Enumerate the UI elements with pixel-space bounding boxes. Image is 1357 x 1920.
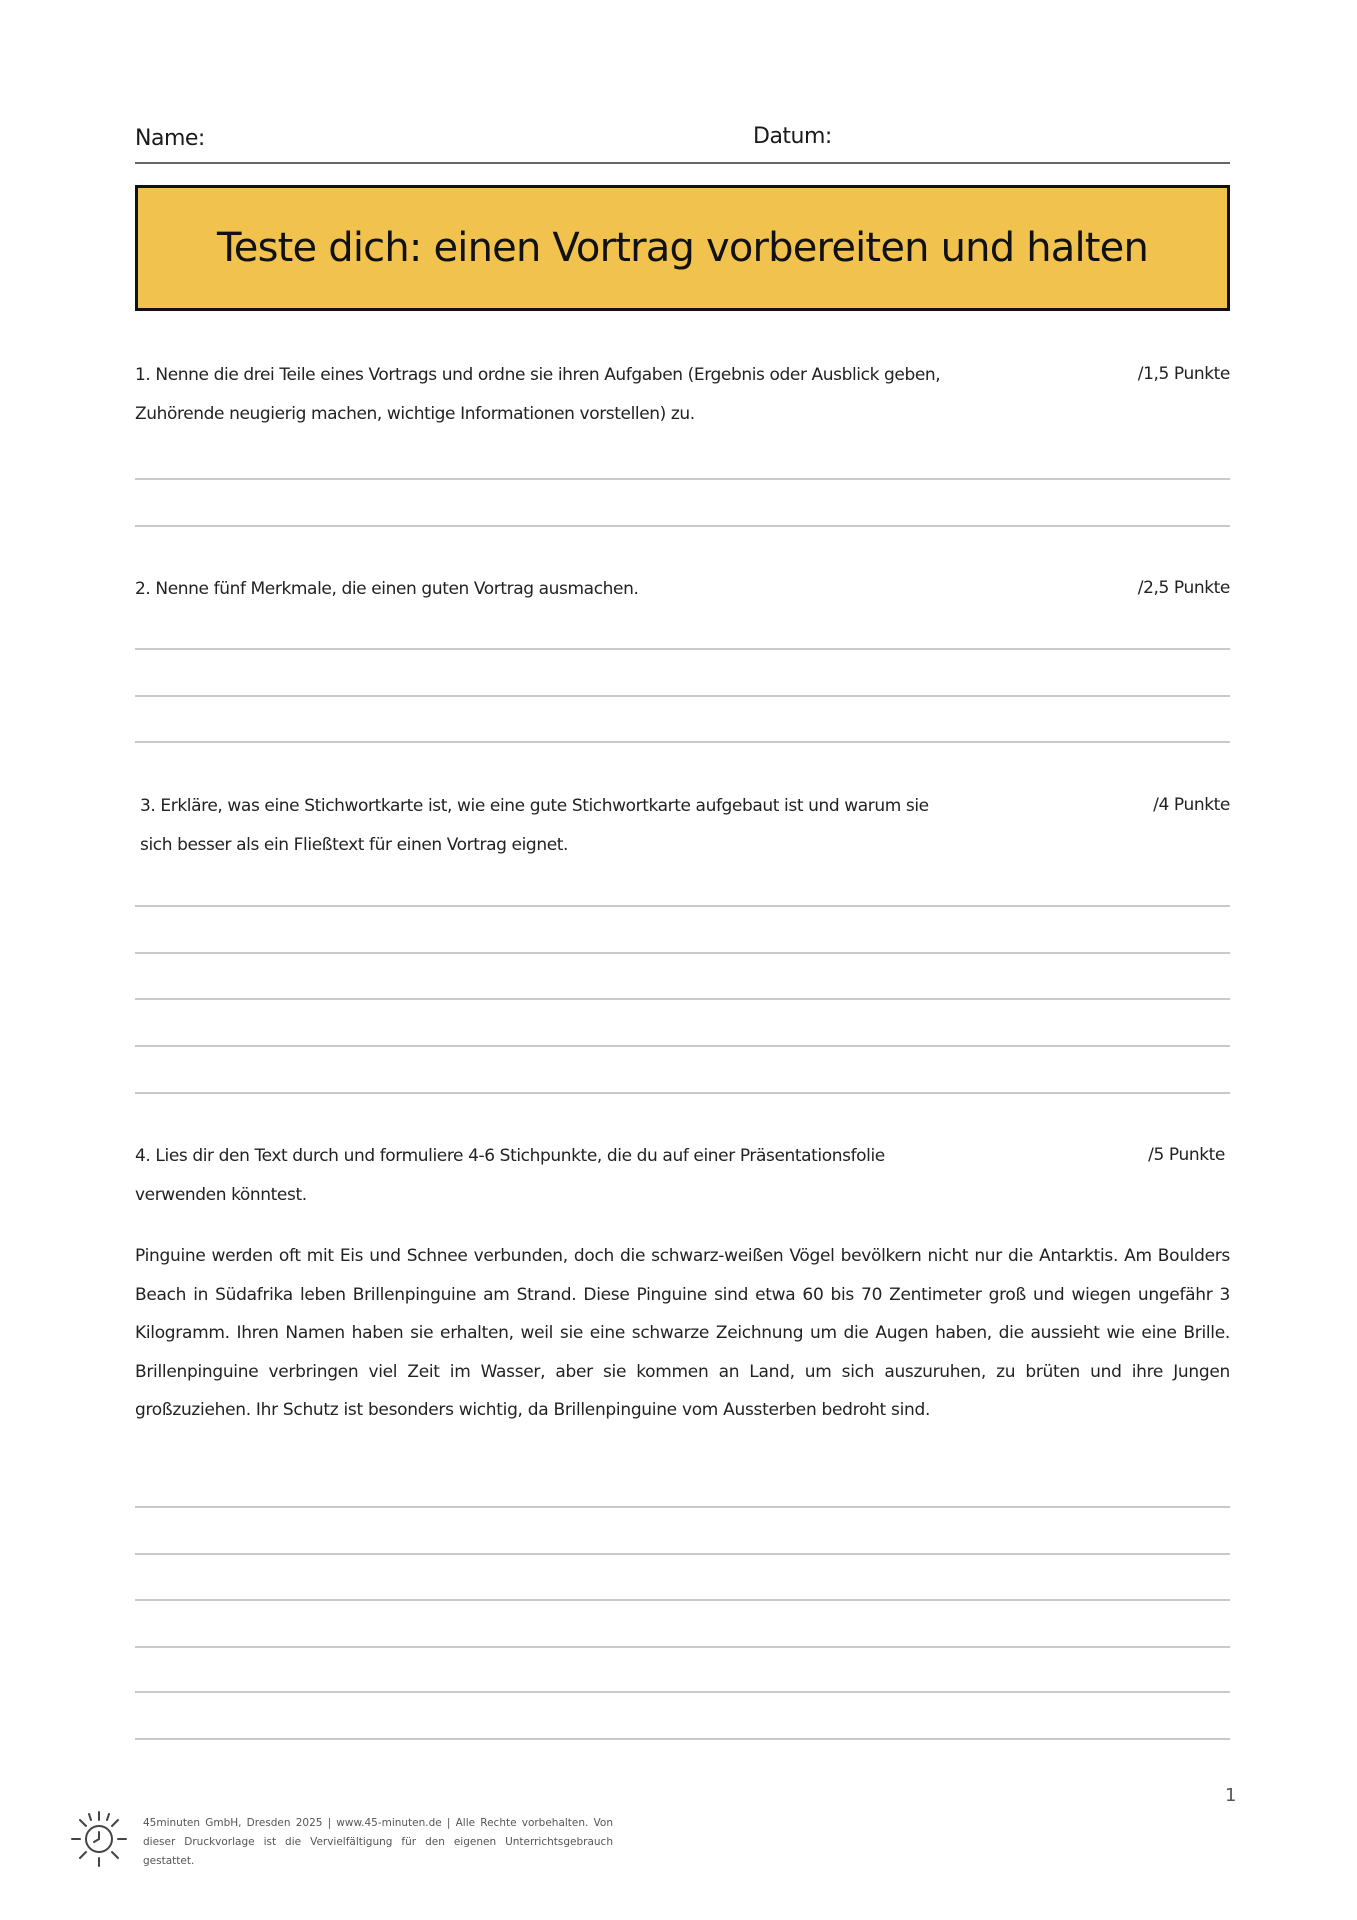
question-4 <box>135 1137 1075 1215</box>
answer-line[interactable] <box>135 695 1230 697</box>
question-4-line-2: verwenden könntest. <box>135 1185 307 1205</box>
question-1 <box>135 356 1075 434</box>
question-2 <box>135 570 1075 609</box>
answer-line[interactable] <box>135 1506 1230 1508</box>
title-box <box>135 185 1230 311</box>
answer-line[interactable] <box>135 1738 1230 1740</box>
page-title: Teste dich: einen Vortrag vorbereiten und halten <box>216 225 1149 271</box>
answer-line[interactable] <box>135 741 1230 743</box>
question-1-points: /1,5 Punkte <box>1137 364 1230 384</box>
answer-line[interactable] <box>135 952 1230 954</box>
answer-line[interactable] <box>135 648 1230 650</box>
answer-line[interactable] <box>135 1691 1230 1693</box>
answer-line[interactable] <box>135 1045 1230 1047</box>
answer-line[interactable] <box>135 478 1230 480</box>
question-3-points: /4 Punkte <box>1153 795 1230 815</box>
question-1-line-2: Zuhörende neugierig machen, wichtige Informationen vorstellen) zu. <box>135 404 695 424</box>
question-3 <box>140 787 1080 865</box>
question-3-line-1: 3. Erkläre, was eine Stichwortkarte ist, wie eine gute Stichwortkarte aufgebaut ist und warum sie <box>140 796 929 816</box>
page-number: 1 <box>1225 1785 1237 1806</box>
name-label: Name: <box>135 126 205 151</box>
answer-line[interactable] <box>135 1599 1230 1601</box>
answer-line[interactable] <box>135 1092 1230 1094</box>
answer-line[interactable] <box>135 1646 1230 1648</box>
answer-line[interactable] <box>135 525 1230 527</box>
question-2-points: /2,5 Punkte <box>1137 578 1230 598</box>
name-date-line[interactable] <box>135 162 1230 164</box>
question-2-line-1: 2. Nenne fünf Merkmale, die einen guten Vortrag ausmachen. <box>135 579 639 599</box>
date-label: Datum: <box>753 124 832 149</box>
sun-clock-icon <box>68 1808 130 1870</box>
answer-line[interactable] <box>135 905 1230 907</box>
question-1-line-1: 1. Nenne die drei Teile eines Vortrags und ordne sie ihren Aufgaben (Ergebnis oder Ausblick geben, <box>135 365 941 385</box>
question-4-points: /5 Punkte <box>1148 1145 1225 1165</box>
question-3-line-2: sich besser als ein Fließtext für einen Vortrag eignet. <box>140 835 569 855</box>
answer-line[interactable] <box>135 1553 1230 1555</box>
question-4-line-1: 4. Lies dir den Text durch und formuliere 4-6 Stichpunkte, die du auf einer Präsentationsfolie <box>135 1146 885 1166</box>
answer-line[interactable] <box>135 998 1230 1000</box>
copyright-notice: 45minuten GmbH, Dresden 2025 | www.45-minuten.de | Alle Rechte vorbehalten. Von dieser Druckvorlage ist die Vervielfältigung für den eigenen Unterrichtsgebrauch gestattet. <box>143 1817 613 1867</box>
reading-passage: Pinguine werden oft mit Eis und Schnee verbunden, doch die schwarz-weißen Vögel bevölkern nicht nur die Antarktis. Am Boulders Beach in Südafrika leben Brillenpinguine am Strand. Diese Pinguine sind etwa 60 bis 70 Zentimeter groß und wiegen ungefähr 3 Kilogramm. Ihren Namen haben sie erhalten, weil sie eine schwarze Zeichnung um die Augen haben, die aussieht wie eine Brille. Brillenpinguine verbringen viel Zeit im Wasser, aber sie kommen an Land, um sich auszuruhen, zu brüten und ihre Jungen großzuziehen. Ihr Schutz ist besonders wichtig, da Brillenpinguine vom Aussterben bedroht sind. <box>135 1246 1230 1420</box>
